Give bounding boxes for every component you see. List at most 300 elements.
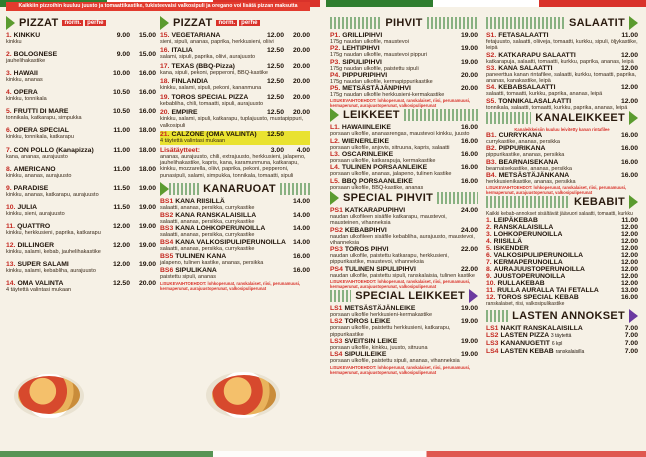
- item-desc: kinkku, salami, sipuli, katkarapu, tuplajuusto, mustapippuri, valkosipuli: [160, 116, 304, 129]
- triangle-icon: [330, 191, 339, 205]
- price: 19.00: [460, 318, 478, 326]
- item-name: [6, 89, 156, 96]
- special-leike-item: [330, 318, 478, 338]
- price: 12.00: [620, 224, 638, 232]
- price-perhe: 20.00: [292, 62, 310, 70]
- price: 14.00: [292, 211, 310, 219]
- item-name: [486, 259, 638, 266]
- item-number: LS2: [486, 332, 499, 340]
- item-title: BBQ PORSAANLEIKE: [341, 177, 413, 185]
- item-number: 8.: [6, 165, 12, 173]
- item-name: [160, 94, 310, 101]
- kebab-item: [486, 287, 638, 294]
- item-desc: salaatti, tomaatti, kurkku, paprika, ananas, leipä: [486, 91, 603, 98]
- item-desc: tonnikala, salaatti, tomaatti, kurkku, paprika, ananas, leipä: [486, 104, 628, 111]
- section-title: SPECIAL LEIKKEET: [351, 290, 469, 302]
- item-desc: porsaan ulkofile, BBQ-kastike, ananas: [330, 184, 424, 191]
- pizza-item: [6, 32, 156, 45]
- special-leike-item: [330, 305, 478, 318]
- price: 13.00: [620, 287, 638, 295]
- item-title: KANA RIISILLÄ: [175, 197, 225, 205]
- price: 12.00: [620, 97, 638, 105]
- pizza-item: [160, 94, 310, 107]
- item-desc: kinkku, tonnikala, katkarapu: [6, 134, 74, 141]
- item-number: 8.: [486, 266, 492, 274]
- salad-item: [486, 84, 638, 97]
- pizza-item: [6, 242, 156, 255]
- item-desc: 175g naudan ulkofile herkkusieni-kermakastike: [330, 92, 445, 99]
- kana-item: [160, 253, 310, 266]
- item-number: 11.: [486, 287, 496, 295]
- kebab-item: [486, 259, 638, 266]
- salad-item: [486, 65, 638, 85]
- price-perhe: 19.00: [138, 222, 156, 230]
- item-title: SUPER SALAMI: [17, 261, 69, 269]
- item-number: 11.: [6, 222, 16, 230]
- price: 22.00: [460, 265, 478, 273]
- item-desc: kana, sipuli, pekoni, pepperoni, BBQ-kastike: [160, 69, 268, 76]
- item-number: 7.: [6, 146, 12, 154]
- price: 20.00: [460, 71, 478, 79]
- price-perhe: 15.00: [138, 51, 156, 59]
- item-desc: naudan ulkofile, paistettu sipuli, ranskalaisia, tulinen kastike: [330, 272, 475, 279]
- item-name: [486, 159, 638, 166]
- item-name: [6, 70, 156, 77]
- item-name: [6, 51, 156, 58]
- leike-item: [330, 124, 478, 137]
- item-number: PS3: [330, 246, 343, 254]
- item-name: [330, 227, 478, 234]
- item-title: RULLA AURALLA TAI FETALLA: [497, 287, 599, 295]
- kanaleike-item: [486, 159, 638, 172]
- item-desc: porsaan ulkofile, katkarapuja, kermakastike: [330, 158, 436, 165]
- price-perhe: 19.00: [138, 184, 156, 192]
- price: 16.00: [292, 253, 310, 261]
- item-title: HAWAII: [13, 70, 38, 78]
- pizza-image: [212, 375, 276, 415]
- item-desc: naudan ulkofile, paistettu katkarapu, herkkusieni, pippurikastike, maustevoi, vihanneksia: [330, 253, 449, 266]
- item-name: [160, 239, 310, 246]
- price-perhe: 19.00: [138, 261, 156, 269]
- triangle-icon: [629, 111, 638, 125]
- item-number: 6.: [6, 127, 12, 135]
- item-title: KANA SALAATTI: [498, 64, 553, 72]
- item-title: KANA RANSKALAISILLA: [175, 211, 257, 219]
- item-title: METSÄSTÄJÄNLEIKE: [344, 305, 416, 313]
- price: 16.00: [620, 294, 638, 302]
- item-name: [330, 305, 478, 312]
- item-number: S4.: [486, 84, 497, 92]
- item-desc: kinkku, ananas, katkarapu, aurajuusto: [6, 191, 99, 198]
- item-name: [160, 253, 310, 260]
- item-title: LASTEN PIZZA: [500, 332, 549, 340]
- item-title: WIENERLEIKE: [341, 137, 390, 145]
- price: 12.00: [620, 273, 638, 281]
- special-pihvi-item: [330, 207, 478, 227]
- price: 11.00: [621, 32, 638, 39]
- kids-item: [486, 332, 638, 340]
- item-desc: salaatti, ananas, persikka, currykastike: [160, 218, 255, 225]
- kanaleikkeet-sides-note: LISUKEVAIHTOEHDOT: lohkoperunat, ranskalaiset, riisi, perunamuusi, kermaperunat, aurajuustoperunat, valkosipuliperunat: [486, 185, 627, 196]
- pihvi-item: [330, 85, 478, 98]
- kebab-item: [486, 224, 638, 231]
- item-number: 13.: [6, 261, 16, 269]
- section-header-pizzat-2: [160, 16, 310, 30]
- size-labels: [216, 20, 259, 26]
- band-decoration: [486, 17, 565, 29]
- item-desc: kinkku: [6, 39, 22, 45]
- kebab-item: [486, 238, 638, 245]
- item-title: EMPIRE: [171, 109, 198, 117]
- price-normal: 10.50: [112, 108, 130, 116]
- item-desc: kinkku, salami, sipuli, pekoni, kananmuna: [160, 85, 262, 92]
- item-extra: ranskalaisilla: [555, 349, 585, 356]
- extras-desc: ananas, aurajuusto, chili, extrajuusto, herkkusieni, jalapeno, jauhelihakastike, kapris, kana, karamunmuna, katkarapu, kinkku, mozzarella, oliivi, paprika, pekoni, pepperoni, punasipuli, salami, simpukka, tonnikala, tomaatti, sipuli: [160, 153, 306, 179]
- triangle-icon: [160, 182, 169, 196]
- price: 12.00: [620, 231, 638, 239]
- section-title: LASTEN ANNOKSET: [508, 310, 629, 322]
- item-number: L2.: [330, 137, 340, 145]
- price-perhe: 18.00: [138, 146, 156, 154]
- item-name: [160, 225, 310, 232]
- item-title: AMERICANO: [13, 165, 56, 173]
- price-perhe: 18.00: [138, 165, 156, 173]
- price: 12.00: [620, 51, 638, 59]
- item-title: KANA VALKOSIPULIPERUNOILLA: [175, 239, 286, 247]
- price-perhe: 18.00: [138, 127, 156, 135]
- item-number: 18.: [160, 78, 170, 86]
- price-normal: 11.50: [113, 184, 130, 192]
- section-title: KANARUOAT: [199, 183, 280, 195]
- item-name: [330, 151, 478, 158]
- item-number: LS2: [330, 318, 343, 326]
- column-pizzat-2: [160, 16, 310, 291]
- item-number: LS4: [486, 348, 499, 356]
- item-desc: kinkku, sieni, aurajuusto: [6, 210, 65, 217]
- item-name: [160, 212, 310, 219]
- kana-item: [160, 225, 310, 238]
- section-title: LEIKKEET: [339, 109, 404, 121]
- bottom-stripe: [0, 451, 646, 457]
- price-perhe: 16.00: [138, 70, 156, 78]
- item-title: TULINEN PORSAANLEIKE: [341, 164, 428, 172]
- top-note: Kaikkiin pizzoihin kuuluu juusto ja tomaattikastike, tukisteevaisi valkosipuli ja oregano voi lisätä pizzan maksutta: [6, 2, 310, 11]
- item-name: [486, 294, 638, 301]
- section-title: KANALEIKKEET: [531, 112, 629, 124]
- size-normal: norm.: [218, 20, 236, 26]
- item-number: P4.: [330, 71, 341, 79]
- item-name: [330, 85, 478, 92]
- item-name: [6, 127, 156, 134]
- item-number: B2.: [486, 145, 497, 153]
- price-normal: 9.00: [116, 51, 130, 59]
- item-number: P1.: [330, 32, 341, 39]
- kebabit-note: ranskalaiset, riisi, valkosipulikastike: [486, 301, 565, 308]
- item-name: [486, 52, 638, 59]
- price: 16.00: [620, 171, 638, 179]
- item-title: METSÄSTÄJÄNKANA: [498, 171, 570, 179]
- triangle-icon: [629, 16, 638, 30]
- triangle-icon: [469, 289, 478, 303]
- extras-row: [160, 147, 310, 179]
- item-title: KANA LOHKOPERUNOILLA: [175, 225, 266, 233]
- item-desc: 4 täytettä valintasi mukaan: [160, 138, 226, 145]
- item-number: LS3: [330, 337, 343, 345]
- item-number: 19.: [160, 93, 170, 101]
- item-name: [160, 267, 310, 274]
- price-normal: 11.00: [113, 127, 130, 135]
- item-desc: paneerttua kanan rintafilee, salaatti, kurkku, tomaatti, paprika, ananas, kanakastike, leipä: [486, 71, 637, 85]
- kebab-item: [486, 273, 638, 280]
- item-name: [486, 245, 638, 252]
- item-name: [160, 47, 310, 54]
- price-normal: 10.50: [112, 89, 130, 97]
- price-normal: 11.00: [113, 146, 130, 154]
- price: 14.00: [292, 239, 310, 247]
- item-title: ITALIA: [171, 47, 193, 55]
- item-title: LASTEN KEBAB: [500, 348, 554, 356]
- price: 16.00: [460, 137, 478, 145]
- price: 16.00: [460, 164, 478, 172]
- item-number: S1.: [486, 32, 497, 39]
- special-pihvi-item: [330, 266, 478, 279]
- price-perhe: 20.00: [292, 93, 310, 101]
- item-name: [6, 204, 156, 211]
- section-header-pizzat: [6, 16, 156, 30]
- item-title: SIPULIKANA: [175, 266, 217, 274]
- pizza-item: [160, 131, 310, 144]
- price: 7.00: [624, 340, 638, 348]
- item-title: RIISILLÄ: [493, 238, 522, 246]
- band-decoration: [486, 310, 508, 322]
- band-decoration: [437, 192, 478, 204]
- special-leike-item: [330, 351, 478, 364]
- item-name: [6, 166, 156, 173]
- kanaleikkeet-sub: Kanaleikkeisiin kuuluu leivitetty kanan rintafilee: [514, 127, 610, 133]
- price-normal: 12.50: [266, 47, 284, 55]
- item-number: 9.: [6, 184, 12, 192]
- price: 16.00: [620, 158, 638, 166]
- item-title: NAKIT RANSKALAISILLA: [500, 325, 583, 333]
- item-title: JUUSTOPERUNOILLA: [493, 273, 566, 281]
- item-title: BOLOGNESE: [13, 51, 58, 59]
- item-number: 2.: [486, 224, 492, 232]
- item-desc: porsaan ulkofile, paistettu sipuli, ananas, vihanneksia: [330, 358, 460, 365]
- item-title: LEHTIPIHVI: [342, 45, 380, 53]
- flag-stripe-right: [326, 0, 646, 7]
- triangle-icon: [629, 195, 638, 209]
- special-pihvi-item: [330, 227, 478, 247]
- item-number: B1.: [486, 132, 497, 140]
- item-name: [486, 217, 638, 224]
- pihvi-item: [330, 45, 478, 58]
- item-name: [486, 348, 638, 356]
- item-name: [486, 84, 638, 91]
- price: 24.00: [460, 226, 478, 234]
- section-header-kanaleikkeet: [486, 111, 638, 125]
- price: 12.00: [620, 84, 638, 92]
- kebab-item: [486, 217, 638, 224]
- item-name: [486, 65, 638, 72]
- item-title: SIPULILEIKE: [344, 351, 387, 359]
- kana-sides-note: LISUKEVAIHTOEHDOT: lohkoperunat, ranskalaiset, riisi, perunamuusi, kermaperunat, aurajuustoperunat, valkosipuliperunat: [160, 280, 301, 291]
- price-normal: 12.50: [266, 62, 284, 70]
- item-desc: kinkku, salami, kebab, jauhelihakastike: [6, 249, 101, 256]
- item-number: 4.: [486, 238, 492, 246]
- price-normal: 11.00: [113, 165, 130, 173]
- item-number: L1.: [330, 124, 340, 132]
- leike-item: [330, 138, 478, 151]
- item-desc: salami, sipuli, paprika, oliivi, aurajuusto: [160, 54, 256, 61]
- item-number: 16.: [160, 47, 170, 55]
- item-number: 12.: [6, 242, 16, 250]
- pizza-item: [160, 78, 310, 91]
- item-desc: 175g naudan ulkofile, paistettu sipuli: [330, 65, 419, 72]
- pihvi-item: [330, 32, 478, 45]
- item-title: CON POLLO (Kanapizza): [13, 146, 94, 154]
- pizza-item: [6, 204, 156, 217]
- item-desc: fetajuusto, salaatti, oliiveja, tomaatti, kurkku, sipuli, öljykastike, leipä: [486, 39, 638, 52]
- price-perhe: 20.00: [292, 32, 310, 39]
- salad-item: [486, 98, 638, 111]
- band-decoration: [330, 17, 381, 29]
- item-title: KANANUGETIT: [500, 340, 550, 348]
- leike-item: [330, 151, 478, 164]
- item-name: [330, 266, 478, 273]
- pizza-item: [6, 280, 156, 293]
- item-name: [486, 280, 638, 287]
- pizza-item: [6, 127, 156, 140]
- section-header-leikkeet: [330, 108, 478, 122]
- kana-item: [160, 267, 310, 280]
- band-decoration: [404, 109, 478, 121]
- item-title: PIPPURIKANA: [498, 145, 546, 153]
- item-desc: porsaan ulkofile, paistettu herkkusieni, katkarapu, pippurikastike: [330, 325, 451, 338]
- item-title: TULINEN SIPULIPIHVI: [344, 265, 416, 273]
- pihvit-sides-note: LISUKEVAIHTOEHDOT: lohkoperunat, ranskalaiset, riisi, perunamuusi, kermaperunat, aurajuustoperunat, valkosipuliperunat: [330, 98, 471, 109]
- item-title: FRUTTI DI MARE: [13, 108, 69, 116]
- section-header-salaatit: [486, 16, 638, 30]
- price-normal: 12.00: [266, 32, 284, 39]
- item-number: 14.: [6, 280, 16, 288]
- price-perhe: 20.00: [138, 280, 156, 288]
- item-title: OPERA SPECIAL: [13, 127, 69, 135]
- kids-item: [486, 348, 638, 356]
- special-pihvit-sides-note: LISUKEVAIHTOEHDOT: lohkoperunat, ranskalaiset, riisi, perunamuusi, kermaperunat, aurajuustoperunat, valkosipuliperunat: [330, 279, 471, 290]
- special-leikkeet-sides-note: LISUKEVAIHTOEHDOT: lohkoperunat, ranskalaiset, riisi, perunamuusi, kermaperunat, aurajuustoperunat, valkosipuliperunat: [330, 364, 471, 375]
- item-title: TOROS SPECIAL PIZZA: [171, 93, 249, 101]
- price: 16.00: [292, 266, 310, 274]
- price-perhe: 19.00: [138, 203, 156, 211]
- price: 12.00: [620, 64, 638, 72]
- item-title: RANSKALAISILLA: [493, 224, 554, 232]
- item-desc: kinkku, ananas: [6, 77, 43, 84]
- price: 19.00: [460, 305, 478, 313]
- item-name: [160, 32, 310, 39]
- band-decoration: [486, 112, 531, 124]
- item-title: AURAJUUSTOPERUNOILLA: [493, 266, 585, 274]
- item-desc: jalapeno, tulinen kastike, ananas, persikka: [160, 260, 264, 267]
- item-number: 1.: [486, 217, 492, 225]
- column-salaatit: [486, 16, 638, 356]
- item-name: [486, 325, 638, 332]
- price: 14.00: [292, 197, 310, 205]
- item-name: [330, 59, 478, 66]
- salad-item: [486, 52, 638, 65]
- item-name: [330, 124, 478, 131]
- price: 16.00: [460, 124, 478, 132]
- item-title: FINLANDIA: [171, 78, 209, 86]
- price: 12.00: [620, 245, 638, 253]
- item-name: [330, 32, 478, 39]
- item-number: B3.: [486, 158, 497, 166]
- item-extra: 6 kpl: [551, 341, 563, 348]
- price-normal: 11.50: [113, 203, 130, 211]
- item-number: 4.: [6, 89, 12, 97]
- item-title: OSCARINLEIKE: [341, 151, 394, 159]
- item-number: L3.: [330, 151, 340, 159]
- section-header-special-leikkeet: [330, 289, 478, 303]
- item-number: 21.: [160, 131, 170, 139]
- salad-item: [486, 32, 638, 52]
- item-extra: 3 täytettä: [550, 333, 572, 340]
- item-number: 12.: [486, 294, 496, 302]
- triangle-icon: [330, 108, 339, 122]
- item-title: TOROS LEIKE: [344, 318, 391, 326]
- item-title: CURRYKANA: [498, 132, 543, 140]
- item-desc: kinkku, herkkusieni, paprika, katkarapu: [6, 229, 101, 236]
- pizza-item: [6, 166, 156, 179]
- item-name: [486, 340, 638, 348]
- item-number: P2.: [330, 45, 341, 53]
- item-desc: herkkusienikastike, ananas, persikka: [486, 178, 576, 185]
- section-title: KEBABIT: [570, 196, 629, 208]
- pihvi-item: [330, 72, 478, 85]
- price: 16.00: [460, 177, 478, 185]
- triangle-icon: [629, 309, 638, 323]
- price: 19.00: [460, 58, 478, 66]
- item-name: [486, 287, 638, 294]
- price-perhe: 16.00: [138, 108, 156, 116]
- item-number: 5.: [486, 245, 492, 253]
- price: 11.00: [621, 217, 638, 225]
- item-number: 1.: [6, 32, 12, 39]
- item-title: HAWAIINLEIKE: [341, 124, 391, 132]
- item-desc: 175g naudan ulkofile, maustevoi pippuri: [330, 52, 427, 59]
- pizza-item: [6, 223, 156, 236]
- item-title: BEARNAISEKANA: [498, 158, 559, 166]
- item-title: TEXAS (BBQ-Pizza): [171, 62, 235, 70]
- item-title: METSÄSTÄJÄNPIHVI: [342, 85, 411, 93]
- item-desc: 175g naudan ulkofile, kermapippurikastike: [330, 78, 433, 85]
- item-name: [6, 223, 156, 230]
- item-desc: 4 täytettä valintasi mukaan: [6, 287, 72, 294]
- item-name: [160, 109, 310, 116]
- kana-item: [160, 239, 310, 252]
- price: 7.00: [624, 332, 638, 340]
- item-title: TULINEN KANA: [175, 253, 227, 261]
- item-number: PS1: [330, 206, 343, 214]
- price-perhe: 20.00: [292, 109, 310, 117]
- item-name: [486, 252, 638, 259]
- item-number: 17.: [160, 62, 170, 70]
- price: 7.00: [624, 325, 638, 333]
- item-title: VALKOSIPULIPERUNOILLA: [493, 252, 584, 260]
- price-perhe: 20.00: [292, 78, 310, 86]
- item-desc: sieni, sipuli, ananas, paprika, herkkusieni, oliivi: [160, 39, 274, 45]
- item-number: 10.: [6, 203, 16, 211]
- item-number: 7.: [486, 259, 492, 267]
